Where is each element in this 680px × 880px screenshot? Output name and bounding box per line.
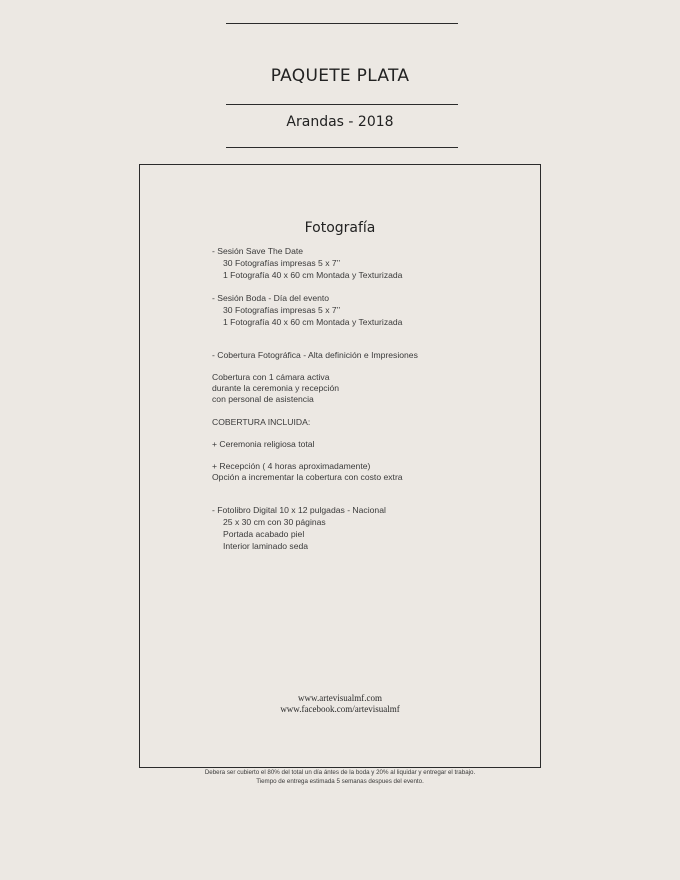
website-link[interactable]: www.artevisualmf.com: [298, 693, 382, 703]
payment-note: Debera ser cubierto el 80% del total un día ántes de la boda y 20% al liquidar y entregar el trabajo.: [204, 769, 476, 776]
list-item: 25 x 30 cm con 30 páginas: [223, 517, 326, 527]
list-item: 1 Fotografía 40 x 60 cm Montada y Texturizada: [223, 317, 403, 327]
list-item: Cobertura con 1 cámara activa: [212, 372, 330, 382]
delivery-note: Tiempo de entrega estimada 5 semanas despues del evento.: [256, 778, 424, 785]
subtitle-rule: [226, 147, 458, 148]
list-item: Opción a incrementar la cobertura con costo extra: [212, 472, 403, 482]
page-subtitle: Arandas - 2018: [286, 114, 394, 130]
list-item: - Cobertura Fotográfica - Alta definición e Impresiones: [212, 350, 418, 360]
list-item: 30 Fotografías impresas 5 x 7’’: [223, 305, 341, 315]
top-rule: [226, 23, 458, 24]
list-item: con personal de asistencia: [212, 394, 314, 404]
list-item: + Ceremonia religiosa total: [212, 439, 315, 449]
list-item: - Sesión Boda - Día del evento: [212, 293, 330, 303]
list-item: - Fotolibro Digital 10 x 12 pulgadas - Nacional: [212, 505, 386, 515]
list-item: 1 Fotografía 40 x 60 cm Montada y Texturizada: [223, 270, 403, 280]
title-rule: [226, 104, 458, 105]
list-item: COBERTURA INCLUIDA:: [212, 417, 311, 427]
content-frame: [139, 164, 541, 768]
facebook-link[interactable]: www.facebook.com/artevisualmf: [280, 704, 400, 714]
list-item: - Sesión Save The Date: [212, 246, 304, 256]
section-title: Fotografía: [304, 220, 376, 236]
list-item: + Recepción ( 4 horas aproximadamente): [212, 461, 371, 471]
list-item: Interior laminado seda: [223, 541, 309, 551]
page-title: PAQUETE PLATA: [270, 66, 410, 86]
list-item: Portada acabado piel: [223, 529, 305, 539]
list-item: 30 Fotografías impresas 5 x 7’’: [223, 258, 341, 268]
list-item: durante la ceremonia y recepción: [212, 383, 340, 393]
